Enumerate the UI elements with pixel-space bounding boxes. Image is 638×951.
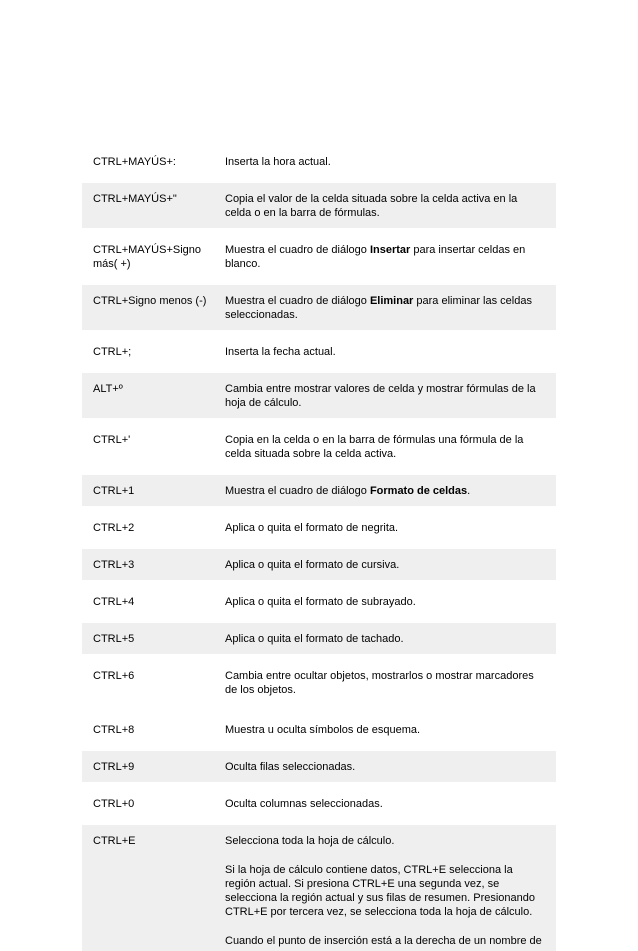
description-text: Aplica o quita el formato de negrita. (225, 522, 399, 534)
description-text: Oculta columnas seleccionadas. (225, 798, 383, 810)
description-text: para eliminar las celdas seleccionadas. (225, 295, 532, 321)
shortcut-key: CTRL+' (93, 434, 131, 446)
shortcut-key: CTRL+8 (93, 724, 135, 736)
description-text: Muestra el cuadro de diálogo (225, 295, 370, 307)
description-text: Muestra el cuadro de diálogo (225, 244, 370, 256)
description-text: Muestra u oculta símbolos de esquema. (225, 724, 421, 736)
table-row (82, 751, 556, 788)
shortcut-description (216, 586, 556, 617)
description-text: Aplica o quita el formato de tachado. (225, 633, 404, 645)
dialog-name: Insertar (369, 244, 411, 256)
description-text: Copia el valor de la celda situada sobre la celda activa en la celda o en la barra de fórmulas. (225, 193, 518, 219)
shortcut-key: CTRL+5 (93, 633, 135, 645)
description-text: . (467, 485, 471, 497)
shortcut-description (216, 512, 556, 543)
description-text: Oculta filas seleccionadas. (225, 761, 356, 773)
description-text: Aplica o quita el formato de cursiva. (225, 559, 400, 571)
description-text: Cambia entre mostrar valores de celda y mostrar fórmulas de la hoja de cálculo. (225, 383, 536, 409)
shortcut-description (216, 788, 556, 819)
description-text: Aplica o quita el formato de subrayado. (225, 596, 416, 608)
shortcut-key: CTRL+; (93, 346, 132, 358)
shortcut-description (216, 424, 556, 469)
shortcut-description (216, 336, 556, 367)
shortcut-key: CTRL+2 (93, 522, 135, 534)
shortcut-key: CTRL+0 (93, 798, 135, 810)
shortcut-description (216, 475, 556, 506)
shortcut-key: CTRL+4 (93, 596, 135, 608)
shortcut-key: CTRL+6 (93, 670, 135, 682)
shortcut-key: CTRL+9 (93, 761, 135, 773)
shortcut-description (216, 751, 556, 782)
shortcut-description (216, 660, 556, 705)
shortcut-description (216, 825, 556, 951)
shortcut-key: CTRL+1 (93, 485, 135, 497)
dialog-name: Formato de celdas (369, 485, 468, 497)
description-paragraph: Cuando el punto de inserción está a la derecha de un nombre de (225, 935, 542, 947)
table-row (82, 660, 556, 714)
table-row (82, 623, 556, 660)
shortcut-key: CTRL+Signo menos (-) (93, 295, 207, 307)
shortcut-key: CTRL+3 (93, 559, 135, 571)
description-paragraph: Si la hoja de cálculo contiene datos, CTRL+E selecciona la región actual. Si presiona CTRL+E una segunda vez, se selecciona la región actual y sus filas de resumen. Presionando CTRL+E por tercera vez, se selecciona toda la hoja de cálculo. (225, 864, 536, 918)
shortcut-description (216, 549, 556, 580)
description-text: para insertar celdas en blanco. (225, 244, 526, 270)
table-row (82, 234, 556, 285)
table-row (82, 586, 556, 623)
description-text: Cambia entre ocultar objetos, mostrarlos o mostrar marcadores de los objetos. (225, 670, 534, 696)
shortcut-key: CTRL+MAYÚS+Signo más( +) (93, 244, 202, 270)
shortcut-description (216, 183, 556, 228)
table-row (82, 549, 556, 586)
shortcut-key: CTRL+MAYÚS+: (93, 156, 176, 168)
description-text: Muestra el cuadro de diálogo (225, 485, 370, 497)
description-paragraph: Selecciona toda la hoja de cálculo. (225, 835, 395, 847)
table-row (82, 512, 556, 549)
table-row (82, 146, 556, 183)
description-text: Copia en la celda o en la barra de fórmulas una fórmula de la celda situada sobre la celda activa. (225, 434, 524, 460)
shortcut-key: CTRL+E (93, 835, 136, 847)
description-text: Inserta la hora actual. (225, 156, 331, 168)
shortcut-description (216, 285, 556, 330)
table-row (82, 336, 556, 373)
table-row (82, 424, 556, 475)
shortcut-description (216, 234, 556, 279)
shortcut-table (82, 146, 556, 951)
table-row (82, 475, 556, 512)
table-row (82, 183, 556, 234)
table-row (82, 825, 556, 951)
shortcut-description (216, 373, 556, 418)
dialog-name: Eliminar (369, 295, 414, 307)
shortcut-key: CTRL+MAYÚS+" (93, 193, 177, 205)
table-row (82, 714, 556, 751)
shortcut-description (216, 623, 556, 654)
shortcut-key: ALT+º (93, 383, 123, 395)
shortcut-description (216, 146, 556, 177)
description-text: Inserta la fecha actual. (225, 346, 336, 358)
table-row (82, 788, 556, 825)
shortcut-description (216, 714, 556, 745)
table-row (82, 373, 556, 424)
table-row (82, 285, 556, 336)
